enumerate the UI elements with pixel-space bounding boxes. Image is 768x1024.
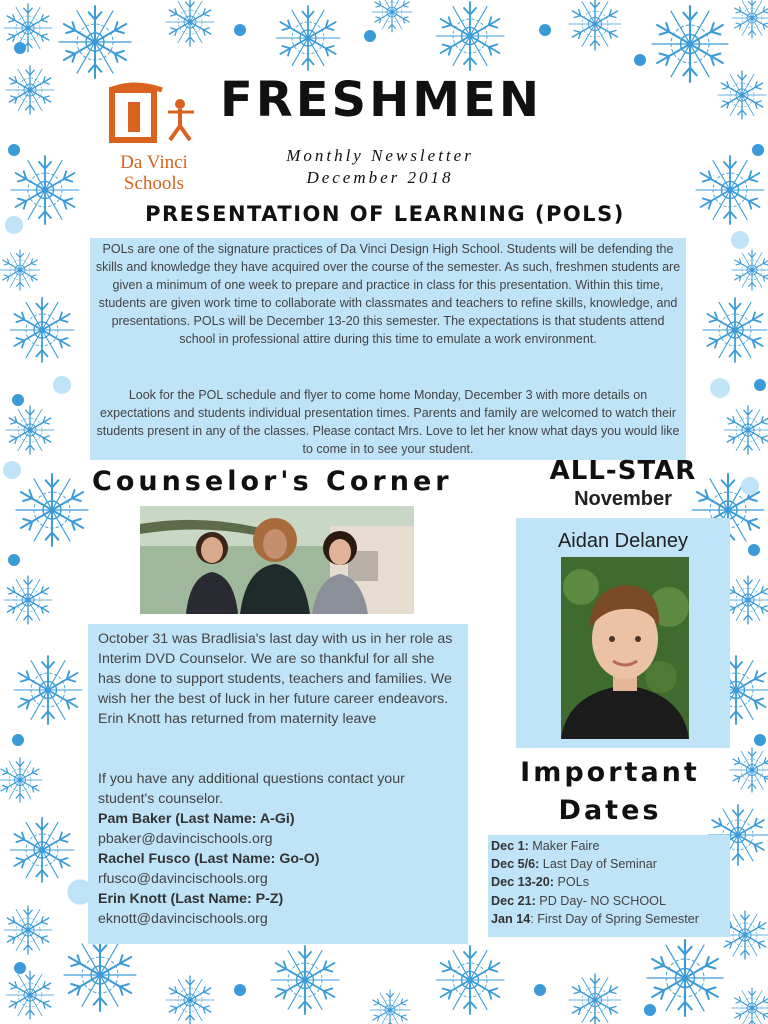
student-photo xyxy=(561,557,689,739)
counselor-paragraph-1: October 31 was Bradlisia's last day with us in her role as Interim DVD Counselor. We are so thankful for all she has done to support students, teachers and families. We wish her the best of luck in her future career endeavors. Erin Knott has returned from maternity leave xyxy=(98,631,453,727)
newsletter-subtitle: Monthly Newsletter xyxy=(286,146,474,165)
contact-email-3[interactable]: eknott@davincischools.org xyxy=(98,911,268,927)
contact-email-1[interactable]: pbaker@davincischools.org xyxy=(98,831,273,847)
da-vinci-logo xyxy=(104,82,204,194)
counselor-box xyxy=(88,624,468,944)
date-label: Dec 21: xyxy=(491,893,536,908)
dates-heading-line1: Important xyxy=(520,757,700,788)
dates-heading-line2: Dates xyxy=(558,795,662,826)
logo-figure-icon xyxy=(104,82,204,152)
dates-box xyxy=(488,835,730,937)
counselor-heading: Counselor's Corner xyxy=(92,466,453,497)
date-item xyxy=(491,910,699,928)
date-label: Dec 5/6: xyxy=(491,857,540,872)
date-label: Jan 14 xyxy=(491,911,531,926)
counselor-paragraph-2: If you have any additional questions contact your student's counselor. xyxy=(98,771,405,807)
date-item xyxy=(491,892,699,910)
date-event: Last Day of Seminar xyxy=(539,857,657,872)
dates-list xyxy=(491,837,699,928)
counselor-contact-list xyxy=(98,809,458,929)
newsletter-date: December 2018 xyxy=(306,168,454,187)
pols-paragraph-2: Look for the POL schedule and flyer to come home Monday, December 3 with more details on expectations and students individual presentation times. Parents and family are welcomed to watch their students present in any of the classes. Please contact Mrs. Love to let her know what days you would like to come in to see your student. xyxy=(96,388,680,456)
date-event: Maker Faire xyxy=(528,839,600,853)
date-item xyxy=(491,855,699,873)
counselors-photo xyxy=(140,506,414,614)
allstar-box xyxy=(516,518,730,748)
date-item xyxy=(491,837,699,855)
pols-paragraph-1: POLs are one of the signature practices of Da Vinci Design High School. Students will be defending the skills and knowledge they have acquired over the course of the semester. As such, freshmen students are given a minimum of one week to prepare and practice in class for this presentation. Within this time, students are given work time to collaborate with classmates and teachers to refine skills, knowledge, and presentations. POLs will be December 13-20 this semester. The expectations is that students attend school in professional attire during this time to emulate a work environment. xyxy=(95,242,681,346)
logo-text-line2: Schools xyxy=(123,173,185,194)
date-label: Dec 1: xyxy=(491,839,529,853)
allstar-heading: ALL-STAR xyxy=(549,456,697,486)
contact-name-3: Erin Knott (Last Name: P-Z) xyxy=(98,891,284,907)
pols-box xyxy=(90,238,686,460)
allstar-student-name: Aidan Delaney xyxy=(557,530,689,552)
allstar-month: November xyxy=(574,488,672,510)
important-dates-heading xyxy=(500,754,720,830)
newsletter-title: FRESHMEN xyxy=(220,72,543,128)
logo-text-line1: Da Vinci xyxy=(120,152,188,173)
pols-heading: PRESENTATION OF LEARNING (POLS) xyxy=(145,202,625,226)
date-item xyxy=(491,873,699,891)
date-event: : First Day of Spring Semester xyxy=(530,911,699,926)
date-event: PD Day- NO SCHOOL xyxy=(535,893,666,908)
date-event: POLs xyxy=(554,875,590,890)
contact-name-2: Rachel Fusco (Last Name: Go-O) xyxy=(98,851,320,867)
date-label: Dec 13-20: xyxy=(491,875,555,890)
contact-email-2[interactable]: rfusco@davincischools.org xyxy=(98,871,268,887)
contact-name-1: Pam Baker (Last Name: A-Gi) xyxy=(98,811,295,827)
